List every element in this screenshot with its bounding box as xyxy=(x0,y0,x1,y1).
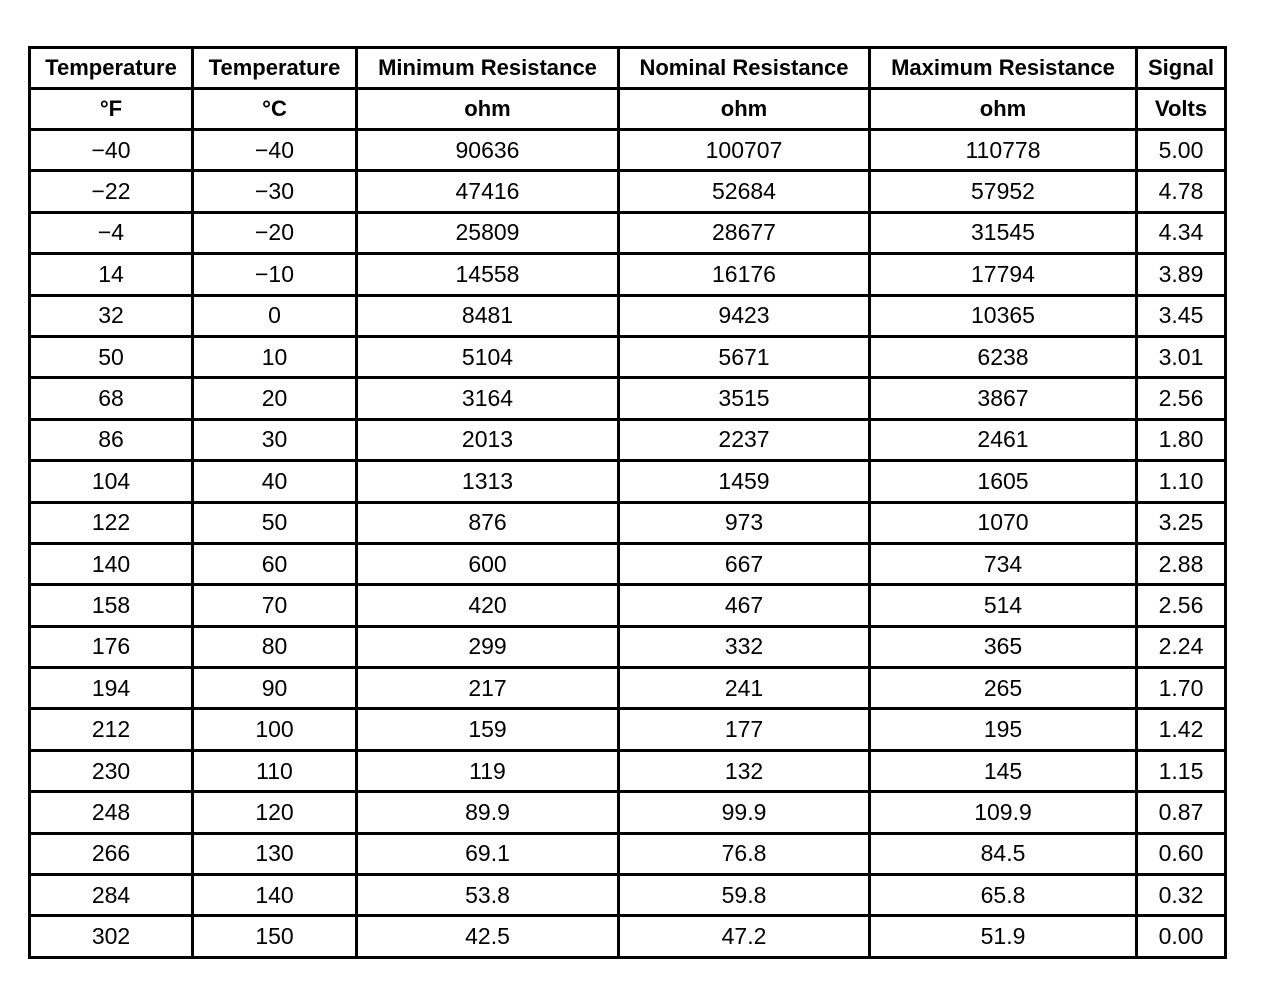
cell-max-resistance: 17794 xyxy=(870,254,1137,295)
cell-nominal-resistance: 100707 xyxy=(619,130,870,171)
cell-signal-volts: 2.24 xyxy=(1137,626,1226,667)
cell-temp-c: −40 xyxy=(193,130,357,171)
unit-min-ohm: ohm xyxy=(357,89,619,130)
cell-temp-f: 86 xyxy=(30,419,193,460)
cell-max-resistance: 145 xyxy=(870,750,1137,791)
cell-signal-volts: 1.42 xyxy=(1137,709,1226,750)
cell-temp-c: −20 xyxy=(193,212,357,253)
table-row xyxy=(30,212,1226,253)
header-row xyxy=(30,48,1226,89)
cell-temp-c: −30 xyxy=(193,171,357,212)
unit-nom-ohm: ohm xyxy=(619,89,870,130)
cell-temp-c: 140 xyxy=(193,875,357,916)
cell-min-resistance: 8481 xyxy=(357,295,619,336)
cell-temp-f: 158 xyxy=(30,585,193,626)
cell-nominal-resistance: 241 xyxy=(619,668,870,709)
cell-signal-volts: 1.15 xyxy=(1137,750,1226,791)
cell-min-resistance: 876 xyxy=(357,502,619,543)
cell-signal-volts: 3.45 xyxy=(1137,295,1226,336)
cell-min-resistance: 420 xyxy=(357,585,619,626)
cell-signal-volts: 1.80 xyxy=(1137,419,1226,460)
cell-temp-c: 0 xyxy=(193,295,357,336)
cell-min-resistance: 14558 xyxy=(357,254,619,295)
cell-nominal-resistance: 5671 xyxy=(619,336,870,377)
table-row xyxy=(30,792,1226,833)
table-row xyxy=(30,875,1226,916)
cell-nominal-resistance: 59.8 xyxy=(619,875,870,916)
cell-signal-volts: 0.87 xyxy=(1137,792,1226,833)
cell-temp-c: 120 xyxy=(193,792,357,833)
cell-temp-f: 104 xyxy=(30,461,193,502)
resistance-table xyxy=(28,46,1227,959)
cell-temp-c: 40 xyxy=(193,461,357,502)
table-row xyxy=(30,171,1226,212)
cell-signal-volts: 1.10 xyxy=(1137,461,1226,502)
cell-min-resistance: 159 xyxy=(357,709,619,750)
cell-temp-c: −10 xyxy=(193,254,357,295)
cell-temp-c: 20 xyxy=(193,378,357,419)
cell-signal-volts: 0.60 xyxy=(1137,833,1226,874)
cell-min-resistance: 3164 xyxy=(357,378,619,419)
cell-signal-volts: 0.00 xyxy=(1137,916,1226,958)
cell-min-resistance: 119 xyxy=(357,750,619,791)
header-nominal-resistance: Nominal Resistance xyxy=(619,48,870,89)
cell-temp-f: 194 xyxy=(30,668,193,709)
cell-temp-f: −22 xyxy=(30,171,193,212)
cell-signal-volts: 4.34 xyxy=(1137,212,1226,253)
cell-nominal-resistance: 52684 xyxy=(619,171,870,212)
cell-nominal-resistance: 16176 xyxy=(619,254,870,295)
table-row xyxy=(30,378,1226,419)
cell-temp-f: 68 xyxy=(30,378,193,419)
cell-temp-c: 60 xyxy=(193,543,357,584)
table-body xyxy=(30,130,1226,958)
cell-temp-c: 100 xyxy=(193,709,357,750)
table-row xyxy=(30,543,1226,584)
cell-max-resistance: 84.5 xyxy=(870,833,1137,874)
cell-nominal-resistance: 99.9 xyxy=(619,792,870,833)
cell-nominal-resistance: 667 xyxy=(619,543,870,584)
cell-nominal-resistance: 3515 xyxy=(619,378,870,419)
header-minimum-resistance: Minimum Resistance xyxy=(357,48,619,89)
cell-signal-volts: 2.88 xyxy=(1137,543,1226,584)
cell-max-resistance: 51.9 xyxy=(870,916,1137,958)
cell-temp-f: 284 xyxy=(30,875,193,916)
unit-fahrenheit: °F xyxy=(30,89,193,130)
cell-nominal-resistance: 467 xyxy=(619,585,870,626)
cell-max-resistance: 6238 xyxy=(870,336,1137,377)
cell-temp-f: 230 xyxy=(30,750,193,791)
cell-nominal-resistance: 9423 xyxy=(619,295,870,336)
cell-nominal-resistance: 2237 xyxy=(619,419,870,460)
cell-temp-f: −4 xyxy=(30,212,193,253)
cell-min-resistance: 89.9 xyxy=(357,792,619,833)
cell-min-resistance: 47416 xyxy=(357,171,619,212)
cell-temp-f: 212 xyxy=(30,709,193,750)
cell-temp-c: 30 xyxy=(193,419,357,460)
cell-nominal-resistance: 47.2 xyxy=(619,916,870,958)
cell-temp-c: 70 xyxy=(193,585,357,626)
cell-temp-c: 50 xyxy=(193,502,357,543)
table-row xyxy=(30,254,1226,295)
cell-temp-f: 140 xyxy=(30,543,193,584)
cell-max-resistance: 10365 xyxy=(870,295,1137,336)
cell-temp-c: 10 xyxy=(193,336,357,377)
cell-signal-volts: 2.56 xyxy=(1137,585,1226,626)
unit-volts: Volts xyxy=(1137,89,1226,130)
cell-temp-f: 266 xyxy=(30,833,193,874)
units-row xyxy=(30,89,1226,130)
cell-temp-c: 110 xyxy=(193,750,357,791)
cell-max-resistance: 514 xyxy=(870,585,1137,626)
cell-min-resistance: 600 xyxy=(357,543,619,584)
table-row xyxy=(30,502,1226,543)
cell-signal-volts: 5.00 xyxy=(1137,130,1226,171)
cell-max-resistance: 110778 xyxy=(870,130,1137,171)
cell-min-resistance: 299 xyxy=(357,626,619,667)
cell-nominal-resistance: 132 xyxy=(619,750,870,791)
table-row xyxy=(30,419,1226,460)
table-row xyxy=(30,336,1226,377)
cell-max-resistance: 3867 xyxy=(870,378,1137,419)
cell-temp-f: 14 xyxy=(30,254,193,295)
table-row xyxy=(30,461,1226,502)
cell-nominal-resistance: 1459 xyxy=(619,461,870,502)
cell-min-resistance: 2013 xyxy=(357,419,619,460)
cell-temp-c: 130 xyxy=(193,833,357,874)
table-row xyxy=(30,130,1226,171)
cell-temp-f: 32 xyxy=(30,295,193,336)
cell-max-resistance: 57952 xyxy=(870,171,1137,212)
table-row xyxy=(30,750,1226,791)
cell-max-resistance: 365 xyxy=(870,626,1137,667)
cell-nominal-resistance: 973 xyxy=(619,502,870,543)
header-temperature-f: Temperature xyxy=(30,48,193,89)
table-row xyxy=(30,626,1226,667)
cell-signal-volts: 3.25 xyxy=(1137,502,1226,543)
cell-min-resistance: 42.5 xyxy=(357,916,619,958)
cell-temp-f: 176 xyxy=(30,626,193,667)
cell-max-resistance: 109.9 xyxy=(870,792,1137,833)
cell-min-resistance: 1313 xyxy=(357,461,619,502)
cell-signal-volts: 3.89 xyxy=(1137,254,1226,295)
cell-nominal-resistance: 332 xyxy=(619,626,870,667)
cell-min-resistance: 5104 xyxy=(357,336,619,377)
header-maximum-resistance: Maximum Resistance xyxy=(870,48,1137,89)
cell-max-resistance: 265 xyxy=(870,668,1137,709)
table-row xyxy=(30,668,1226,709)
header-signal: Signal xyxy=(1137,48,1226,89)
cell-temp-c: 150 xyxy=(193,916,357,958)
cell-signal-volts: 3.01 xyxy=(1137,336,1226,377)
cell-max-resistance: 734 xyxy=(870,543,1137,584)
table-row xyxy=(30,585,1226,626)
table-row xyxy=(30,295,1226,336)
cell-temp-f: 50 xyxy=(30,336,193,377)
table-row xyxy=(30,833,1226,874)
cell-min-resistance: 90636 xyxy=(357,130,619,171)
cell-temp-f: 122 xyxy=(30,502,193,543)
cell-nominal-resistance: 177 xyxy=(619,709,870,750)
cell-min-resistance: 217 xyxy=(357,668,619,709)
cell-temp-f: 302 xyxy=(30,916,193,958)
header-temperature-c: Temperature xyxy=(193,48,357,89)
cell-min-resistance: 69.1 xyxy=(357,833,619,874)
cell-temp-c: 90 xyxy=(193,668,357,709)
cell-signal-volts: 4.78 xyxy=(1137,171,1226,212)
cell-nominal-resistance: 28677 xyxy=(619,212,870,253)
cell-signal-volts: 2.56 xyxy=(1137,378,1226,419)
cell-max-resistance: 1070 xyxy=(870,502,1137,543)
cell-signal-volts: 0.32 xyxy=(1137,875,1226,916)
cell-max-resistance: 2461 xyxy=(870,419,1137,460)
unit-celsius: °C xyxy=(193,89,357,130)
cell-max-resistance: 195 xyxy=(870,709,1137,750)
cell-max-resistance: 31545 xyxy=(870,212,1137,253)
unit-max-ohm: ohm xyxy=(870,89,1137,130)
cell-temp-f: −40 xyxy=(30,130,193,171)
cell-min-resistance: 53.8 xyxy=(357,875,619,916)
cell-temp-f: 248 xyxy=(30,792,193,833)
cell-min-resistance: 25809 xyxy=(357,212,619,253)
cell-signal-volts: 1.70 xyxy=(1137,668,1226,709)
cell-temp-c: 80 xyxy=(193,626,357,667)
cell-max-resistance: 1605 xyxy=(870,461,1137,502)
cell-nominal-resistance: 76.8 xyxy=(619,833,870,874)
cell-max-resistance: 65.8 xyxy=(870,875,1137,916)
table-row xyxy=(30,709,1226,750)
table-row xyxy=(30,916,1226,958)
